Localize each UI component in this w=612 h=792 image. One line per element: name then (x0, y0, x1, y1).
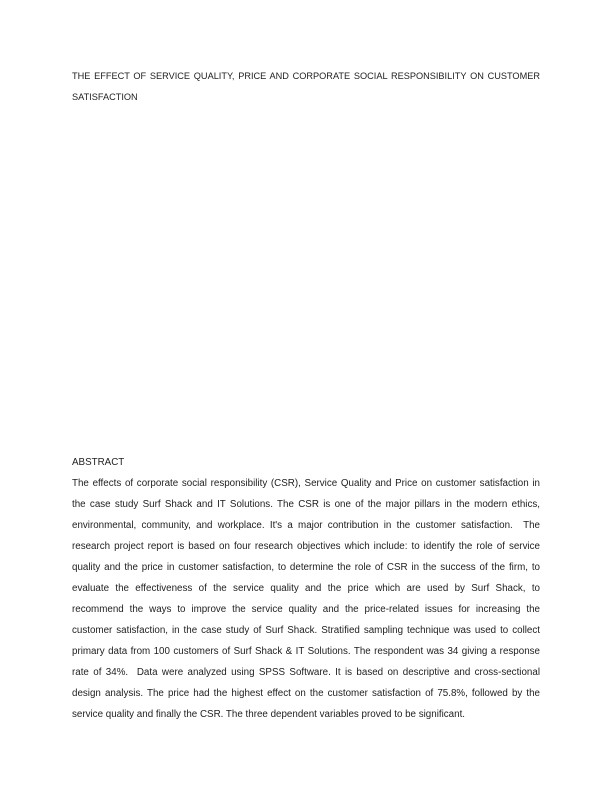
title-line: THE EFFECT OF SERVICE QUALITY, PRICE AND CORPORATE SOCIAL RESPONSIBILITY ON CUSTOMER (72, 71, 540, 81)
abstract-line: research project report is based on four research objectives which include: to identify the role of service (72, 541, 540, 552)
abstract-paragraph (72, 473, 540, 725)
abstract-line: rate of 34%. Data were analyzed using SPSS Software. It is based on descriptive and cross-sectional (72, 667, 540, 678)
abstract-heading: ABSTRACT (72, 457, 125, 468)
abstract-line: quality and the price in customer satisfaction, to determine the role of CSR in the success of the firm, to (72, 562, 540, 573)
abstract-line: primary data from 100 customers of Surf Shack & IT Solutions. The respondent was 34 giving a response (72, 646, 540, 657)
abstract-line: customer satisfaction, in the case study of Surf Shack. Stratified sampling technique was used to collect (72, 625, 540, 636)
abstract-line: the case study Surf Shack and IT Solutions. The CSR is one of the major pillars in the modern ethics, (72, 499, 540, 510)
abstract-line: The effects of corporate social responsibility (CSR), Service Quality and Price on customer satisfaction in (72, 478, 540, 489)
document-title (72, 66, 540, 108)
abstract-line: service quality and finally the CSR. The three dependent variables proved to be significant. (72, 709, 466, 720)
abstract-line: environmental, community, and workplace. It's a major contribution in the customer satisfaction. The (72, 520, 540, 531)
abstract-line: design analysis. The price had the highest effect on the customer satisfaction of 75.8%, followed by the (72, 688, 540, 699)
title-line: SATISFACTION (72, 92, 138, 102)
abstract-line: recommend the ways to improve the service quality and the price-related issues for increasing the (72, 604, 540, 615)
abstract-line: evaluate the effectiveness of the service quality and the price which are used by Surf Shack, to (72, 583, 540, 594)
abstract-section (72, 452, 540, 725)
